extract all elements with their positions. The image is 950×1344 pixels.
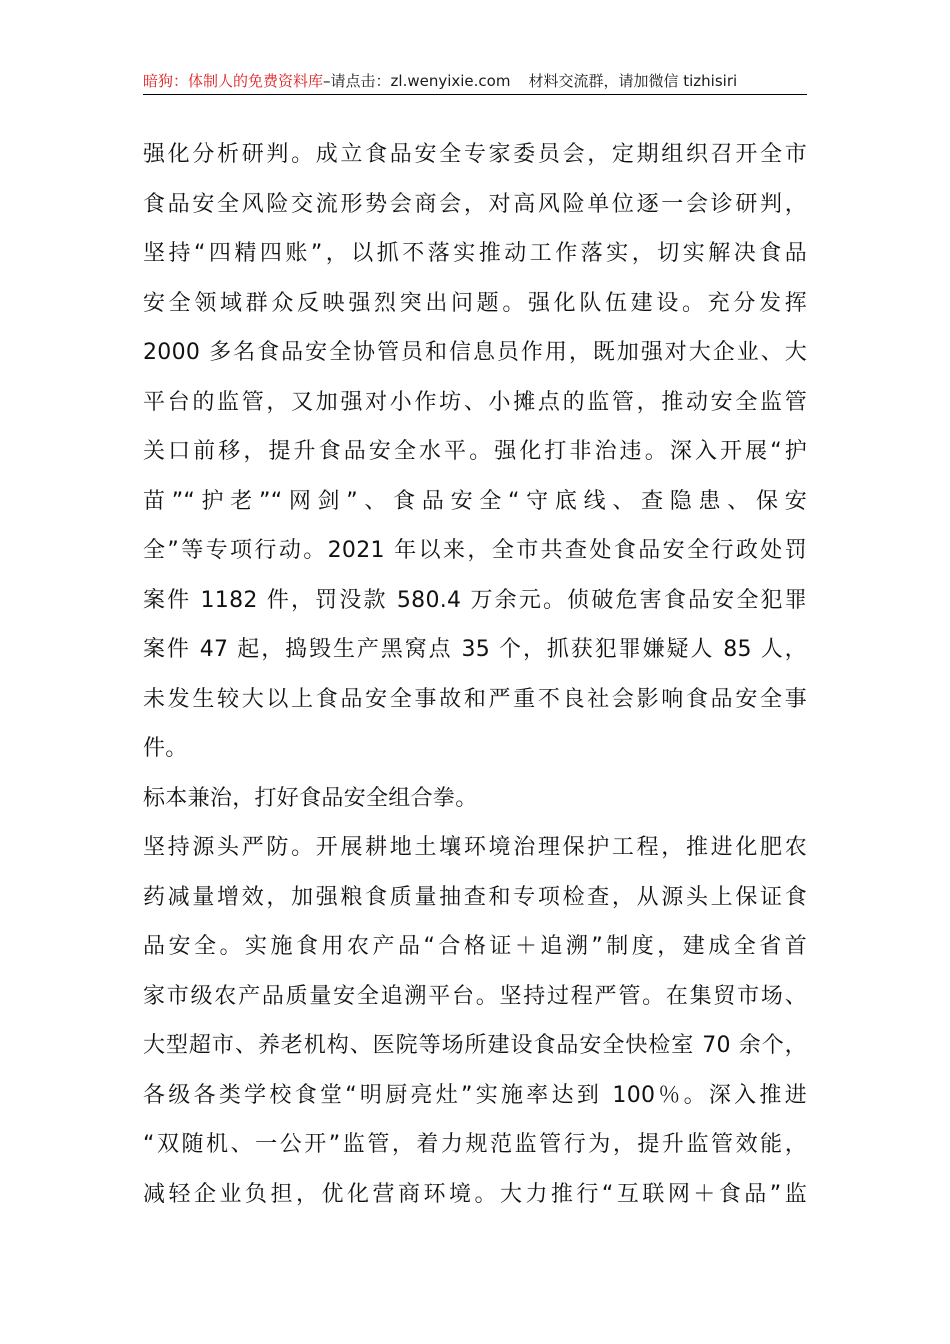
- body-line: 减轻企业负担，优化营商环境。大力推行“互联网＋食品”监: [143, 1181, 807, 1207]
- body-line: 品安全。实施食用农产品“合格证＋追溯”制度，建成全省首: [143, 934, 807, 959]
- body-line: 案件 47 起，捣毁生产黑窝点 35 个，抓获犯罪嫌疑人 85 人，: [143, 637, 807, 662]
- body-line: 全”等专项行动。2021 年以来，全市共查处食品安全行政处罚: [143, 538, 807, 563]
- document-body: [143, 130, 807, 1219]
- body-line: “双随机、一公开”监管，着力规范监管行为，提升监管效能，: [143, 1132, 807, 1157]
- body-line: 关口前移，提升食品安全水平。强化打非治违。深入开展“护: [143, 439, 807, 464]
- body-line: 平台的监管，又加强对小作坊、小摊点的监管，推动安全监管: [143, 389, 807, 415]
- body-line: 食品安全风险交流形势会商会，对高风险单位逐一会诊研判，: [143, 191, 807, 217]
- header-wechat-note: 材料交流群，请加微信 tizhisiri: [528, 72, 738, 90]
- body-line: 强化分析研判。成立食品安全专家委员会，定期组织召开全市: [143, 142, 807, 167]
- header-click-text: –请点击：: [323, 72, 391, 90]
- body-line: 大型超市、养老机构、医院等场所建设食品安全快检室 70 余个，: [143, 1033, 807, 1058]
- header-url-link[interactable]: zl.wenyixie.com: [390, 72, 511, 90]
- body-line: 药减量增效，加强粮食质量抽查和专项检查，从源头上保证食: [143, 884, 807, 910]
- body-line: 家市级农产品质量安全追溯平台。坚持过程严管。在集贸市场、: [143, 983, 807, 1009]
- section-heading: 标本兼治，打好食品安全组合拳。: [143, 785, 478, 811]
- body-line: 案件 1182 件，罚没款 580.4 万余元。侦破危害食品安全犯罪: [143, 587, 807, 613]
- body-line: 件。: [143, 736, 188, 761]
- body-line: 2000 多名食品安全协管员和信息员作用，既加强对大企业、大: [143, 340, 807, 365]
- body-line: 各级各类学校食堂“明厨亮灶”实施率达到 100％。深入推进: [143, 1082, 807, 1108]
- page-header: [143, 68, 807, 95]
- header-site-name: 暗狗：体制人的免费资料库: [143, 72, 324, 90]
- body-line: 未发生较大以上食品安全事故和严重不良社会影响食品安全事: [143, 686, 807, 712]
- body-line: 苗”“护老”“网剑”、食品安全“守底线、查隐患、保安: [143, 488, 807, 514]
- body-line: 坚持源头严防。开展耕地土壤环境治理保护工程，推进化肥农: [143, 835, 807, 860]
- body-line: 坚持“四精四账”，以抓不落实推动工作落实，切实解决食品: [143, 241, 807, 266]
- body-line: 安全领域群众反映强烈突出问题。强化队伍建设。充分发挥: [143, 290, 807, 316]
